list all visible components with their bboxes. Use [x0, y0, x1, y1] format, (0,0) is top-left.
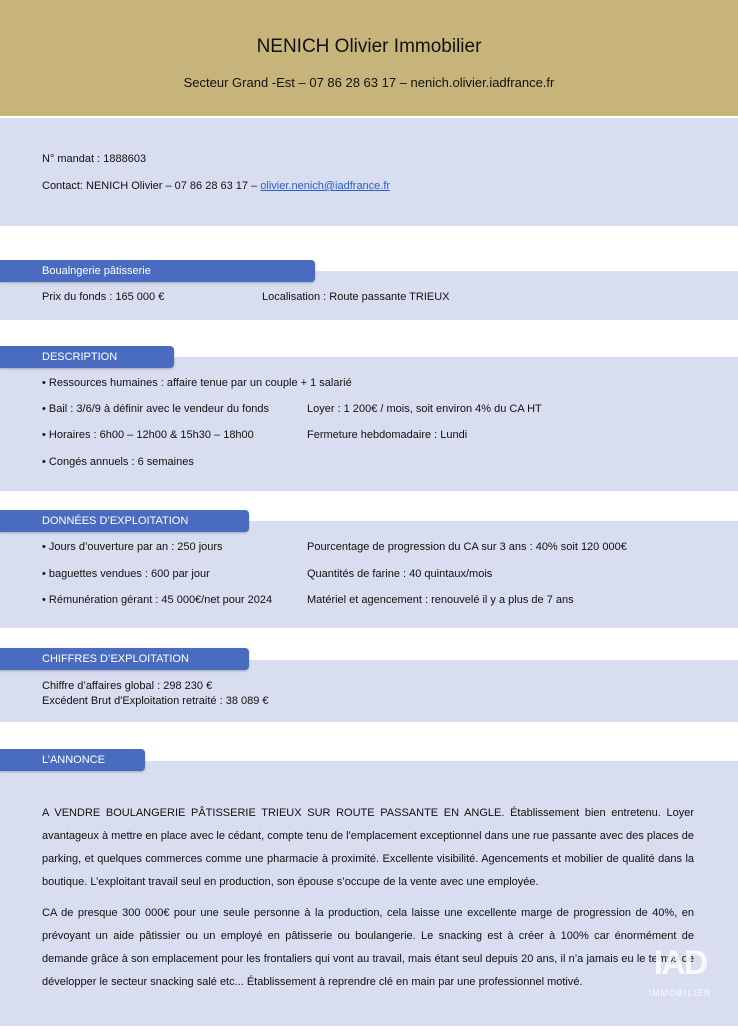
contact-email-link[interactable]: olivier.nenich@iadfrance.fr [260, 180, 391, 192]
description-rh: • Ressources humaines : affaire tenue par un couple + 1 salarié [42, 377, 352, 389]
mandat-number: N° mandat : 1888603 [42, 153, 147, 165]
logo-mark: IAD [653, 944, 707, 982]
mandat-section [0, 118, 738, 226]
announcement-tab: L’ANNONCE [0, 749, 145, 771]
price-text: Prix du fonds : 165 000 € [42, 291, 165, 303]
description-fermeture: Fermeture hebdomadaire : Lundi [307, 429, 468, 441]
operations-remuneration: • Rémunération gérant : 45 000€/net pour 2024 [42, 594, 273, 606]
operations-jours: • Jours d’ouverture par an : 250 jours [42, 541, 223, 553]
operations-materiel: Matériel et agencement : renouvelé il y a plus de 7 ans [307, 594, 574, 606]
agency-title: NENICH Olivier Immobilier [256, 36, 482, 57]
announcement-paragraph-1: A VENDRE BOULANGERIE PÂTISSERIE TRIEUX SUR ROUTE PASSANTE EN ANGLE. Établissement bien entretenu. Loyer avantageux à mettre en place avec le cédant, compte tenu de l'emplacement exceptionnel dans une rue passante avec des places de parking, et quelques commerces comme une pharmacie à proximité. Excellente visibilité. Agencements et mobilier de qualité dans la boutique. L’exploitant travail seul en production, son épouse s’occupe de la vente avec une employée. [42, 807, 694, 888]
iad-logo [640, 944, 720, 1004]
location-text: Localisation : Route passante TRIEUX [262, 291, 450, 303]
header-banner [0, 0, 738, 116]
description-conges: • Congés annuels : 6 semaines [42, 456, 194, 468]
figures-tab: CHIFFRES D’EXPLOITATION [0, 648, 249, 670]
contact-line [42, 180, 390, 192]
business-tab: Boualngerie pâtisserie [0, 260, 315, 282]
description-horaires: • Horaires : 6h00 – 12h00 & 15h30 – 18h00 [42, 429, 254, 441]
description-tab: DESCRIPTION [0, 346, 174, 368]
agency-subtitle: Secteur Grand -Est – 07 86 28 63 17 – nenich.olivier.iadfrance.fr [183, 75, 555, 90]
operations-tab: DONNÉES D’EXPLOITATION [0, 510, 249, 532]
description-bail: • Bail : 3/6/9 à définir avec le vendeur du fonds [42, 403, 270, 415]
operations-baguettes: • baguettes vendues : 600 par jour [42, 568, 210, 580]
operations-farine: Quantités de farine : 40 quintaux/mois [307, 568, 493, 580]
figures-ca: Chiffre d’affaires global : 298 230 € [42, 680, 213, 692]
announcement-paragraph-2: CA de presque 300 000€ pour une seule personne à la production, cela laisse une excellente marge de progression de 40%, en prévoyant un aide pâtissier ou un employé en pâtisserie ou boulangerie. Le snacking est à créer à 100% car énormément de demande grâce à son emplacement pour les frontaliers qui vont au travail, mais étant seul depuis 20 ans, il n’a jamais eu le temps de développer le secteur snacking salé etc... Établissement à reprendre clé en main par une professionnel motivé. [42, 907, 694, 988]
operations-progression: Pourcentage de progression du CA sur 3 ans : 40% soit 120 000€ [307, 541, 627, 553]
logo-caption: IMMOBILIER [648, 988, 712, 998]
description-loyer: Loyer : 1 200€ / mois, soit environ 4% du CA HT [307, 403, 542, 415]
figures-ebe: Excédent Brut d'Exploitation retraité : 38 089 € [42, 695, 269, 707]
contact-text: Contact: NENICH Olivier – 07 86 28 63 17 – [42, 180, 261, 192]
